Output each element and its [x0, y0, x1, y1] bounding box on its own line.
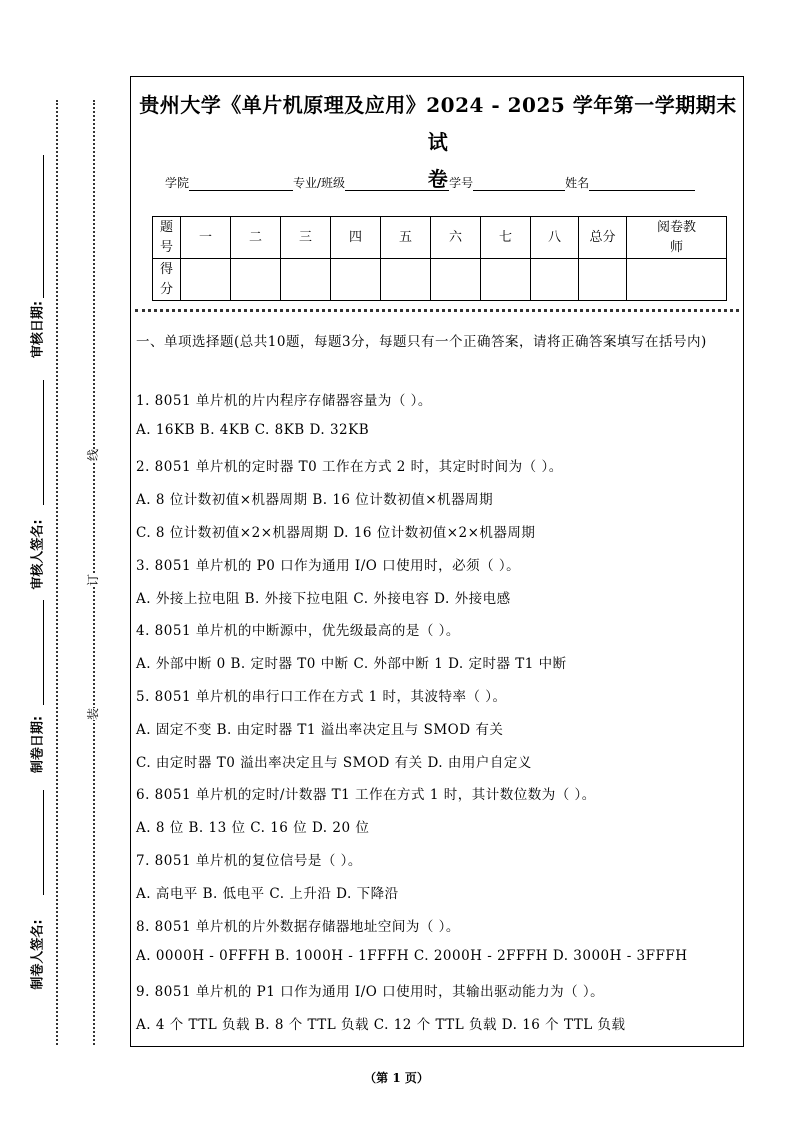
- score-table-header-row: [153, 217, 727, 259]
- score-cell[interactable]: [531, 259, 579, 301]
- score-row-label: 得分: [153, 259, 181, 301]
- compiler-signature-label: 制卷人签名:: [30, 919, 46, 990]
- header-cell-4: 四: [331, 217, 381, 259]
- question-4-options: A. 外部中断 0 B. 定时器 T0 中断 C. 外部中断 1 D. 定时器 T1 中断: [136, 656, 567, 672]
- signature-line-2: [43, 380, 44, 505]
- score-cell[interactable]: [481, 259, 531, 301]
- binding-char-bind: 装: [86, 707, 101, 721]
- student-id-label: 学号: [449, 176, 474, 190]
- question-2-options-ab: A. 8 位计数初值×机器周期 B. 16 位计数初值×机器周期: [136, 492, 494, 508]
- page-number: （第 1 页）: [364, 1071, 429, 1085]
- question-7-options: A. 高电平 B. 低电平 C. 上升沿 D. 下降沿: [136, 886, 399, 902]
- question-8-options: A. 0000H - 0FFFH B. 1000H - 1FFFH C. 2000H - 2FFFH D. 3000H - 3FFFH: [136, 948, 688, 964]
- binding-char-line: 线: [86, 448, 101, 462]
- compile-date-label: 制卷日期:: [30, 715, 46, 774]
- header-cell-3: 三: [281, 217, 331, 259]
- signature-line-1: [43, 155, 44, 298]
- question-3-options: A. 外接上拉电阻 B. 外接下拉电阻 C. 外接电容 D. 外接电感: [136, 591, 511, 607]
- signature-line-4: [43, 790, 44, 895]
- score-cell[interactable]: [431, 259, 481, 301]
- header-cell-1: 一: [181, 217, 231, 259]
- score-cell[interactable]: [381, 259, 431, 301]
- college-field[interactable]: [189, 178, 293, 191]
- dotted-line-left: [56, 100, 58, 1045]
- score-cell[interactable]: [627, 259, 727, 301]
- score-cell[interactable]: [231, 259, 281, 301]
- header-cell-7: 七: [481, 217, 531, 259]
- student-info-row: [165, 174, 695, 191]
- name-field[interactable]: [589, 178, 695, 191]
- signature-line-3: [43, 600, 44, 705]
- header-cell-question-no: 题号: [153, 217, 181, 259]
- score-cell[interactable]: [331, 259, 381, 301]
- question-6: 6. 8051 单片机的定时/计数器 T1 工作在方式 1 时，其计数位数为（ ）。: [136, 787, 596, 803]
- question-3: 3. 8051 单片机的 P0 口作为通用 I/O 口使用时，必须（ ）。: [136, 558, 521, 574]
- score-cell[interactable]: [281, 259, 331, 301]
- dotted-separator: [135, 309, 739, 312]
- review-date-label: 审核日期:: [30, 300, 46, 359]
- header-cell-8: 八: [531, 217, 579, 259]
- section1-heading: 一、单项选择题(总共10题，每题3分，每题只有一个正确答案，请将正确答案填写在括号内): [136, 334, 707, 350]
- binding-char-order: 订: [86, 573, 101, 587]
- major-label: 专业/班级: [293, 176, 346, 190]
- question-1-options: A. 16KB B. 4KB C. 8KB D. 32KB: [136, 422, 370, 438]
- header-cell-2: 二: [231, 217, 281, 259]
- question-5-options-cd: C. 由定时器 T0 溢出率决定且与 SMOD 有关 D. 由用户自定义: [136, 755, 532, 771]
- college-label: 学院: [165, 176, 190, 190]
- dotted-line-right: [93, 100, 95, 1045]
- exam-frame: [130, 76, 744, 1047]
- question-6-options: A. 8 位 B. 13 位 C. 16 位 D. 20 位: [136, 820, 370, 836]
- name-label: 姓名: [565, 176, 590, 190]
- score-table: [152, 216, 727, 301]
- question-9-options: A. 4 个 TTL 负载 B. 8 个 TTL 负载 C. 12 个 TTL 负载 D. 16 个 TTL 负载: [136, 1017, 626, 1033]
- major-field[interactable]: [345, 178, 449, 191]
- question-1: 1. 8051 单片机的片内程序存储器容量为（ ）。: [136, 393, 432, 409]
- header-cell-5: 五: [381, 217, 431, 259]
- score-table-score-row: [153, 259, 727, 301]
- question-4: 4. 8051 单片机的中断源中，优先级最高的是（ ）。: [136, 623, 460, 639]
- score-cell[interactable]: [181, 259, 231, 301]
- question-5: 5. 8051 单片机的串行口工作在方式 1 时，其波特率（ ）。: [136, 689, 507, 705]
- header-cell-total: 总分: [579, 217, 627, 259]
- exam-title-line1: 贵州大学《单片机原理及应用》2024 - 2025 学年第一学期期末试: [139, 93, 737, 154]
- score-cell[interactable]: [579, 259, 627, 301]
- question-5-options-ab: A. 固定不变 B. 由定时器 T1 溢出率决定且与 SMOD 有关: [136, 722, 504, 738]
- student-id-field[interactable]: [473, 178, 565, 191]
- question-9: 9. 8051 单片机的 P1 口作为通用 I/O 口使用时，其输出驱动能力为（ ）。: [136, 984, 605, 1000]
- header-cell-6: 六: [431, 217, 481, 259]
- question-2: 2. 8051 单片机的定时器 T0 工作在方式 2 时，其定时时间为（ ）。: [136, 459, 563, 475]
- exam-title-line2: 卷: [427, 167, 449, 191]
- reviewer-signature-label: 审核人签名:: [30, 519, 46, 590]
- question-7: 7. 8051 单片机的复位信号是（ ）。: [136, 853, 362, 869]
- header-cell-grader: 阅卷教师: [627, 217, 727, 259]
- question-8: 8. 8051 单片机的片外数据存储器地址空间为（ ）。: [136, 919, 460, 935]
- question-2-options-cd: C. 8 位计数初值×2×机器周期 D. 16 位计数初值×2×机器周期: [136, 525, 536, 541]
